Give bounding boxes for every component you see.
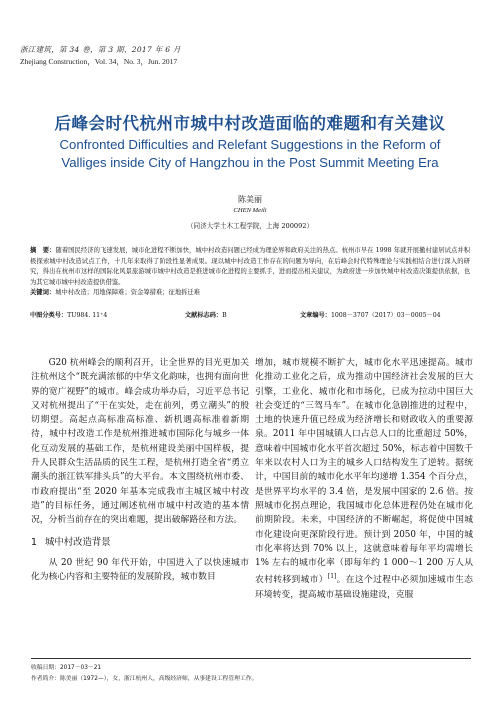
doc-value: B [222, 312, 227, 319]
body-paragraph [255, 356, 473, 602]
doc-label: 文献标志码： [185, 312, 223, 319]
art-value: 1008－3707（2017）03－0005－04 [330, 312, 441, 319]
body-paragraph: 从 20 世纪 90 年代开始，中国进入了以快速城市化为核心内容和主要特征的发展阶段，城市数目 [31, 557, 249, 583]
keywords-text: 城中村改造；用地保障难；资金筹措难；征地拆迁难 [55, 289, 201, 297]
art-label: 文章编号： [300, 312, 331, 319]
paper-title-en-line2: Valliges inside City of Hangzhou in the Post Summit Meeting Era [61, 155, 439, 170]
abstract [30, 246, 470, 288]
abstract-text: 随着国民经济的飞速发展，城市化进程不断加快，城中村改造问题已经成为理论界和政府关注的热点。杭州市早在 1998 年就开展撤村建居试点并积极探索城中村改造试点工作，十几年来取得了阶段性显著成果。现以城中村改造工作存在的问题为导向，在后峰会时代特殊理论与实践相结合进行深入的研究，得出在杭州市这样的国际化风景旅游城市城中村改造是推进城市化进程的主要抓手，进而提出相关建议，为政府进一步加快城中村改造决策提供依据，也为其它城市城中村改造提供借鉴。 [30, 247, 471, 286]
section-number: 1 [31, 536, 37, 548]
body-text: 增加，城市规模不断扩大，城市化水平迅速提高。城市化推动工业化之后，成为推动中国经济社会发展的巨大引擎，工业化、城市化和市场化，已成为拉动中国巨大社会变迁的“三驾马车”。在城市化急剧推进的过程中，土地的快速升值已经成为经济增长和财政收入的重要源泉。2011 年中国城镇人口占总人口的比重超过 50%，意味着中国城市化水平首次超过 50%，标志着中国数千年来以农村人口为主的城乡人口结构发生了逆转。据统计，中国目前的城市化水平年均递增 1.354 个百分点，是世界平均水平的 3.4 倍，是发展中国家的 2.6 倍。按照城市化拐点理论，我国城市化总体进程仍处在城市化前期阶段。未来，中国经济的不断崛起，将促使中国城市化建设向更深阶段行进。预计到 2050 年，中国的城市化率将达到 70% 以上，这就意味着每年平均需增长 1% 左右的城市化率（即每年约 1 000～1 200 万人从农村转移到城市） [255, 358, 473, 586]
paper-title-en-line1: Confronted Difficulties and Relefant Suggestions in the Reform of [59, 137, 441, 152]
section-heading [31, 536, 249, 550]
clc-label: 中图分类号： [30, 312, 68, 319]
body-column-right [255, 356, 473, 602]
document-code [185, 310, 227, 319]
clc-value: TU984. 11⁺4 [67, 312, 108, 319]
section-title: 城中村改造背景 [44, 536, 111, 548]
journal-header-en: Zhejiang Construction，Vol. 34，No. 3，Jun. 2017 [20, 57, 178, 66]
paper-title-en [0, 136, 500, 172]
journal-header-cn: 浙江建筑，第 34 卷，第 3 期，2017 年 6 月 [20, 45, 181, 54]
author-name-cn: 陈美丽 [238, 195, 262, 204]
abstract-block [30, 246, 470, 299]
body-column-left [31, 356, 249, 584]
keywords-label: 关键词： [30, 289, 56, 297]
paper-title-cn: 后峰会时代杭州市城中村改造面临的难题和有关建议 [54, 114, 446, 133]
citation-ref[interactable]: [1] [327, 573, 337, 581]
body-text: 。在这个过程中必须加速城市生态环境转变，提高城市基础设施建设，克服 [255, 575, 473, 600]
article-number [300, 310, 441, 319]
clc-number [30, 310, 107, 319]
journal-header [20, 44, 181, 68]
body-paragraph: G20 杭州峰会的顺利召开，让全世界的目光更加关注杭州这个“既充满浓郁的中华文化韵味，也拥有面向世界的宽广视野”的城市。峰会成功举办后，习近平总书记又对杭州提出了“干在实处，走在前列，勇立潮头”的殷切期望。高起点高标准高标准、新机遇高标准着新期待，城中村改造工作是杭州推进城市国际化与城乡一体化互动发展的基础工作，是杭州建设美丽中国样板，提升人民群众生活品质的民生工程，是杭州打造全省“勇立潮头的浙江铁军排头兵”的大平台。本文围绕杭州市委、市政府提出“至 2020 年基本完成我市主城区城中村改造”的目标任务，通过阐述杭州市城中村改造的基本情况，分析当前存在的突出难题，提出破解路径和方法。 [31, 358, 249, 526]
keywords [30, 288, 470, 299]
footnote-author: 作者简介：陈美丽（1972—），女，浙江杭州人，高级经济师，从事建设工程管理工作。 [31, 676, 258, 682]
affiliation: （同济大学土木工程学院，上海 200092） [186, 222, 314, 230]
author-name-en: CHEN Meili [233, 207, 267, 214]
footnote-received: 收稿日期：2017－03－21 [31, 665, 102, 671]
footnote-divider [31, 658, 471, 659]
abstract-label: 摘 要： [30, 247, 56, 254]
